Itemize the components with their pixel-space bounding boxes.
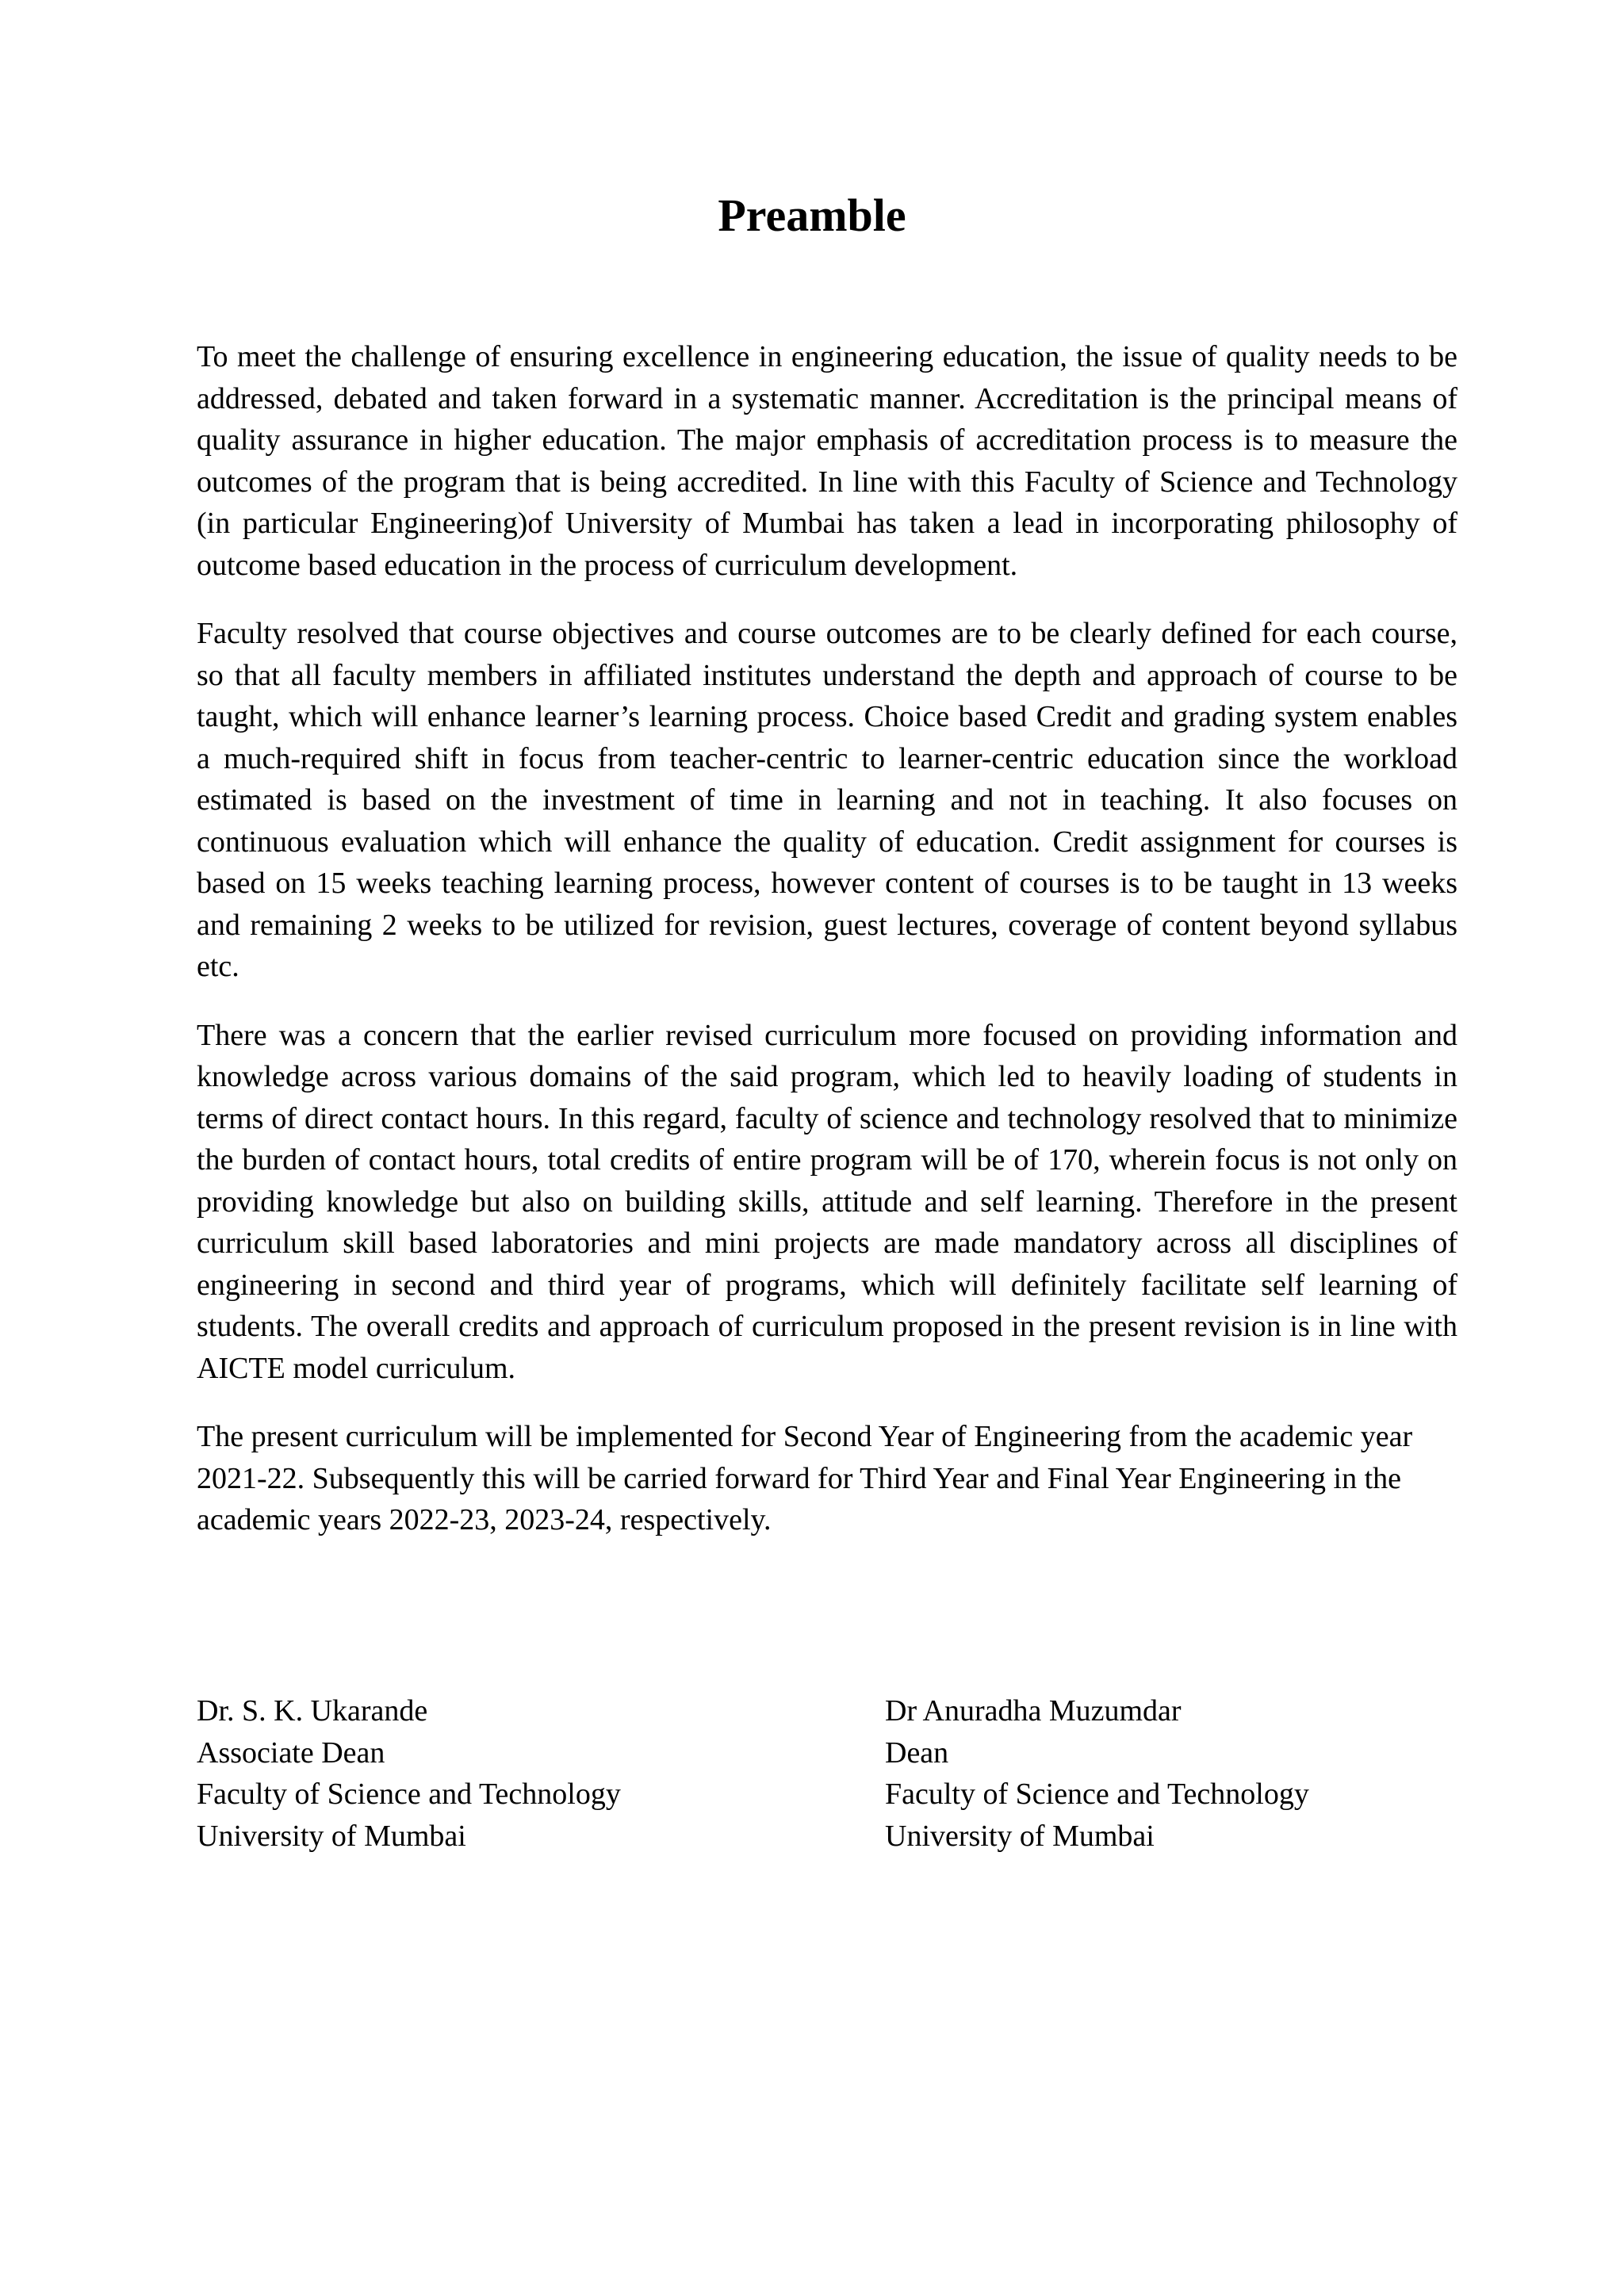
- signatory-name: Dr Anuradha Muzumdar: [885, 1694, 1182, 1728]
- signature-block: [197, 1690, 1457, 1873]
- signatory-name: Dr. S. K. Ukarande: [197, 1694, 428, 1728]
- signatory-designation: Dean: [885, 1735, 949, 1770]
- page-title: Preamble: [718, 189, 906, 241]
- signatory-faculty: Faculty of Science and Technology: [885, 1777, 1309, 1811]
- signatory-dean: [885, 1690, 1309, 1857]
- paragraph-implementation: The present curriculum will be implemented for Second Year of Engineering from the academic year 2021-22. Subsequently this will be carried forward for Third Year and Final Year Engineering in the academic years 2022-23, 2023-24, respectively.: [197, 1420, 1413, 1536]
- signatory-faculty: Faculty of Science and Technology: [197, 1777, 621, 1811]
- signatory-designation: Associate Dean: [197, 1735, 385, 1770]
- paragraph-course-outcomes: Faculty resolved that course objectives and course outcomes are to be clearly defined for each course, so that all faculty members in affiliated institutes understand the depth and approach of course to be taught, which will enhance learner’s learning process. Choice based Credit and grading system enables a much-required shift in focus from teacher-centric to learner-centric education since the workload estimated is based on the investment of time in learning and not in teaching. It also focuses on continuous evaluation which will enhance the quality of education. Credit assignment for courses is based on 15 weeks teaching learning process, however content of courses is to be taught in 13 weeks and remaining 2 weeks to be utilized for revision, guest lectures, coverage of content beyond syllabus etc.: [197, 617, 1457, 983]
- signatory-university: University of Mumbai: [885, 1819, 1155, 1853]
- signatory-associate-dean: [197, 1690, 621, 1857]
- preamble-body: [197, 336, 1457, 1568]
- paragraph-accreditation: To meet the challenge of ensuring excellence in engineering education, the issue of quality needs to be addressed, debated and taken forward in a systematic manner. Accreditation is the principal means of quality assurance in higher education. The major emphasis of accreditation process is to measure the outcomes of the program that is being accredited. In line with this Faculty of Science and Technology (in particular Engineering)of University of Mumbai has taken a lead in incorporating philosophy of outcome based education in the process of curriculum development.: [197, 340, 1457, 582]
- paragraph-credits: There was a concern that the earlier revised curriculum more focused on providing information and knowledge across various domains of the said program, which led to heavily loading of students in terms of direct contact hours. In this regard, faculty of science and technology resolved that to minimize the burden of contact hours, total credits of entire program will be of 170, wherein focus is not only on providing knowledge but also on building skills, attitude and self learning. Therefore in the present curriculum skill based laboratories and mini projects are made mandatory across all disciplines of engineering in second and third year of programs, which will definitely facilitate self learning of students. The overall credits and approach of curriculum proposed in the present revision is in line with AICTE model curriculum.: [197, 1018, 1457, 1385]
- signatory-university: University of Mumbai: [197, 1819, 466, 1853]
